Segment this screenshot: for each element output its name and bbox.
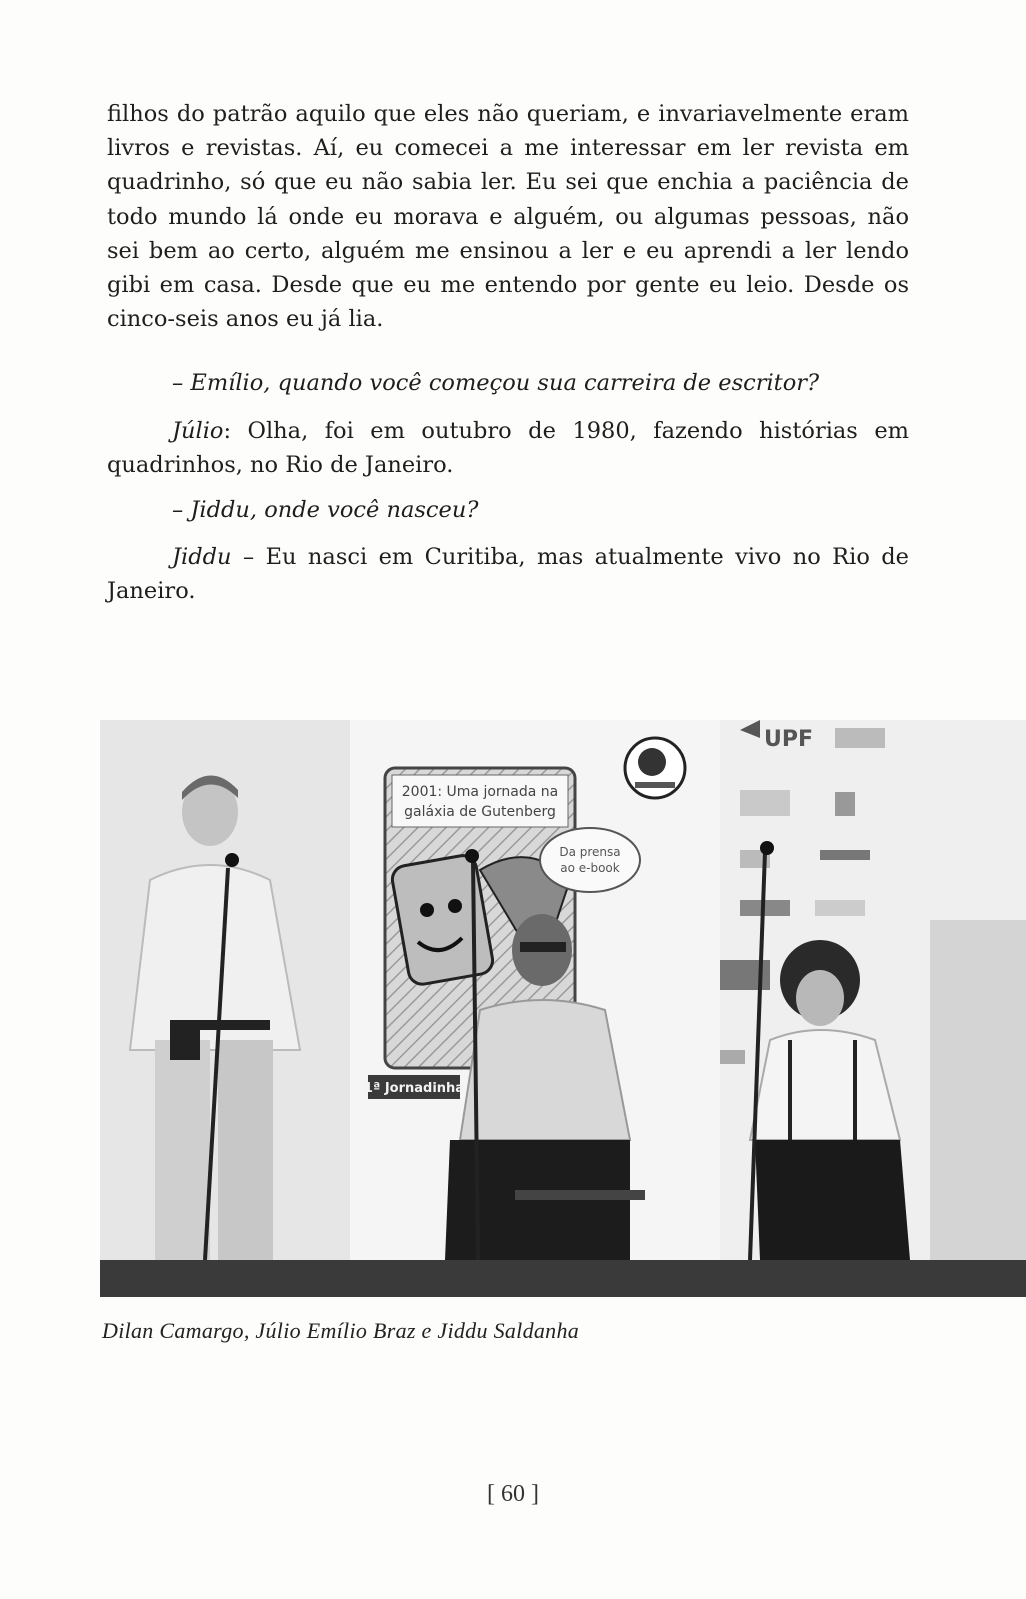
event-photo-illustration [100, 720, 1026, 1297]
page-number: [ 60 ] [487, 1481, 539, 1507]
question-2 [107, 493, 909, 527]
answer-2-text: – Eu nasci em Curitiba, mas atualmente vivo no Rio de Janeiro. [107, 544, 909, 605]
upf-logo: UPF [764, 727, 814, 752]
event-photo [100, 720, 1026, 1297]
paragraph-1-text: filhos do patrão aquilo que eles não queriam, e invariavelmente eram livros e revistas. Aí, eu comecei a me interessar em ler revista em quadrinho, só que eu não sabia ler. Eu sei que enchia a paciência de todo mundo lá onde eu morava e alguém, ou algumas pessoas, não sei bem ao certo, alguém me ensinou a ler e eu aprendi a ler lendo gibi em casa. Desde que eu me entendo por gente eu leio. Desde os cinco-seis anos eu já lia. [107, 101, 909, 333]
stage-floor [100, 1260, 1026, 1297]
answer-1-speaker: Júlio [172, 418, 224, 444]
answer-1-paragraph [107, 414, 909, 482]
answer-1-text: : Olha, foi em outubro de 1980, fazendo histórias em quadrinhos, no Rio de Janeiro. [107, 418, 909, 479]
answer-2-paragraph [107, 540, 909, 608]
event-emblem [625, 738, 685, 798]
poster-title-line-1: 2001: Uma jornada na [401, 784, 559, 800]
paragraph-1 [107, 97, 909, 336]
answer-2-speaker: Jiddu [172, 544, 232, 570]
jornadinha-banner-label: 1ª Jornadinha [363, 1081, 465, 1096]
answer-2 [107, 540, 909, 608]
speech-bubble [540, 828, 640, 892]
speech-bubble-line-2: ao e-book [560, 861, 620, 875]
question-2-text: – Jiddu, onde você nasceu? [172, 497, 479, 523]
answer-1 [107, 414, 909, 482]
poster-title-line-2: galáxia de Gutenberg [404, 804, 556, 820]
question-1-text: – Emílio, quando você começou sua carreira de escritor? [172, 370, 820, 396]
speech-bubble-line-1: Da prensa [559, 845, 621, 859]
photo-caption: Dilan Camargo, Júlio Emílio Braz e Jiddu Saldanha [102, 1318, 580, 1343]
question-1 [107, 366, 909, 400]
